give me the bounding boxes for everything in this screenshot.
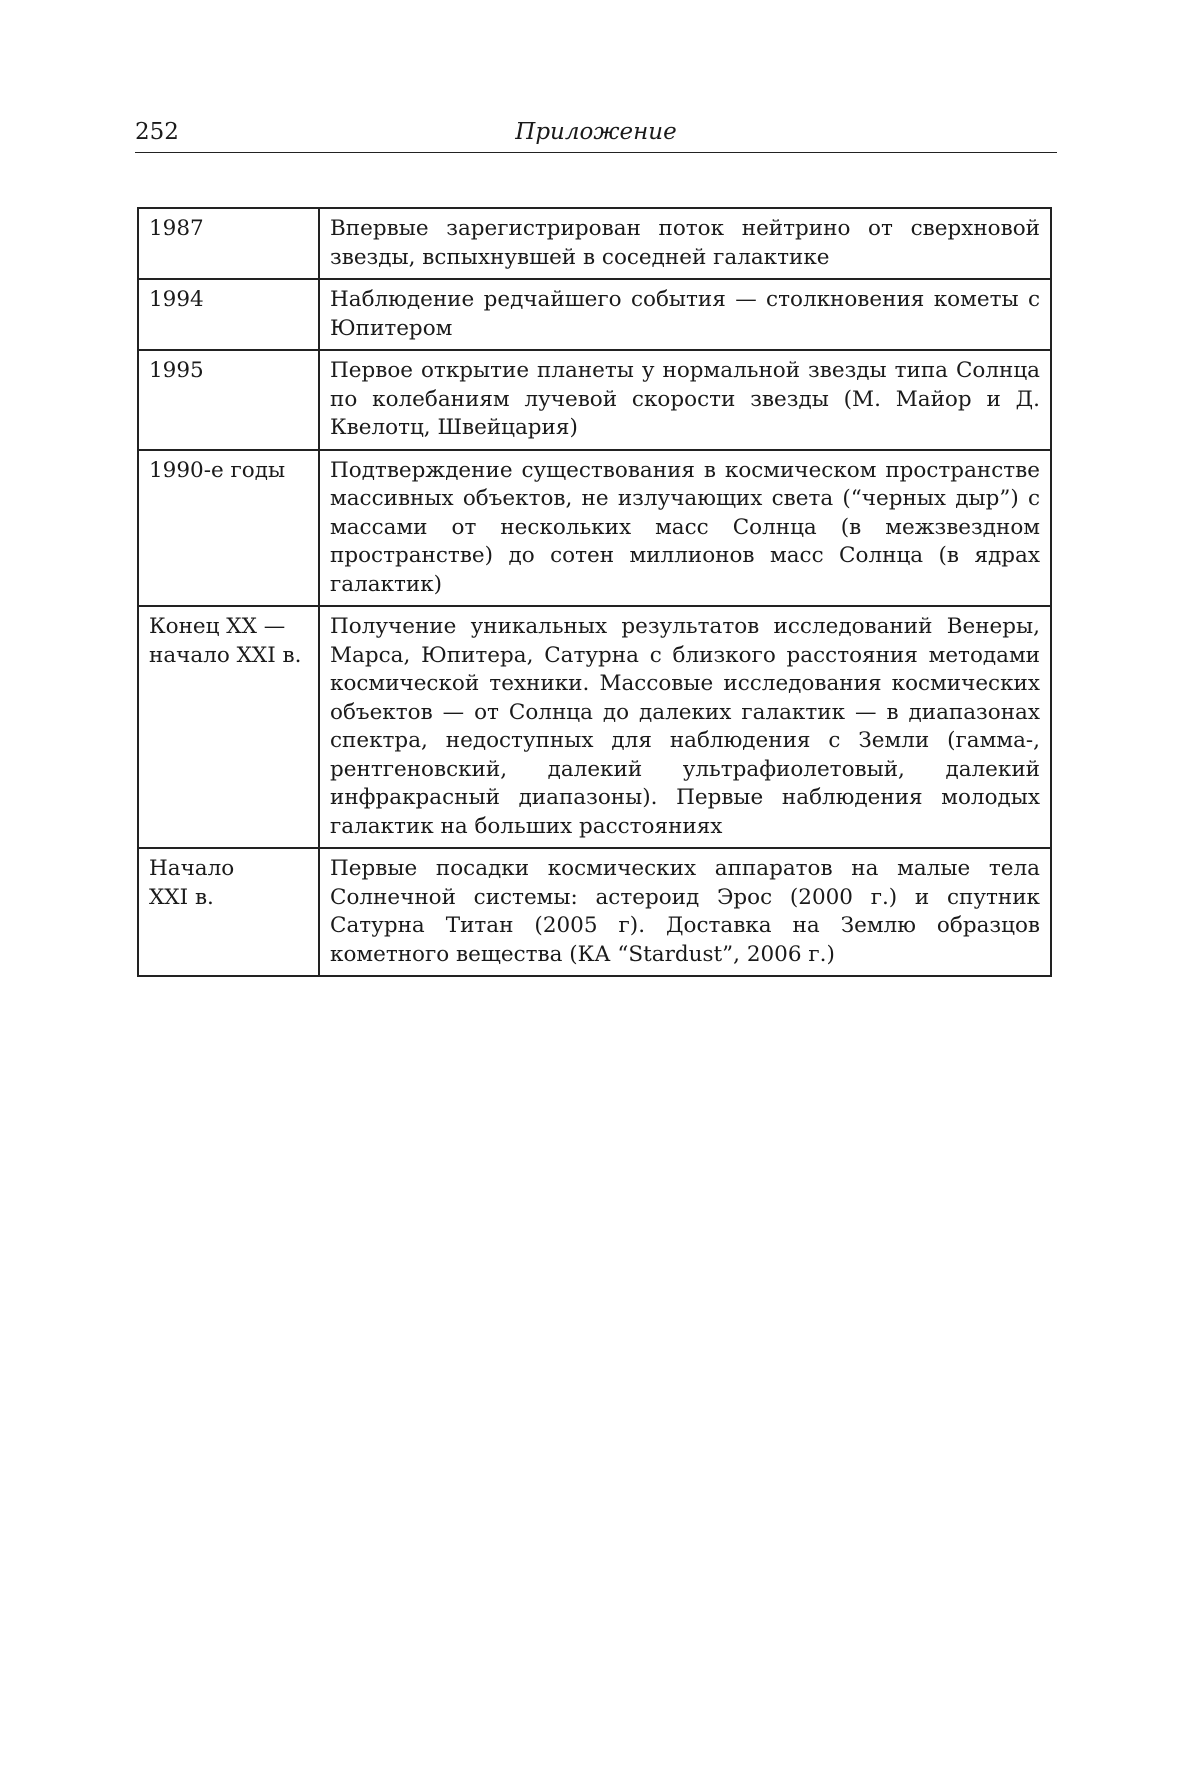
table-row [138, 350, 1051, 450]
event-cell: Впервые зарегистрирован поток нейтрино от сверхновой звезды, вспыхнувшей в соседней галактике [319, 208, 1051, 279]
running-title: Приложение [515, 119, 677, 145]
date-cell: 1987 [138, 208, 319, 279]
table-row [138, 606, 1051, 848]
page-header [135, 118, 1057, 153]
table-row [138, 450, 1051, 607]
event-cell: Получение уникальных результатов исследований Венеры, Марса, Юпитера, Сатурна с близкого расстояния методами космической техники. Массовые исследования космических объектов — от Солнца до далеких галактик — в диапазонах спектра, недоступных для наблюдения с Земли (гамма-, рентгеновский, далекий ультрафиолетовый, далекий инфракрасный диапазоны). Первые наблюдения молодых галактик на больших расстояниях [319, 606, 1051, 848]
table-row [138, 848, 1051, 976]
table-row [138, 279, 1051, 350]
date-cell: 1990-е годы [138, 450, 319, 607]
event-cell: Первые посадки космических аппаратов на малые тела Солнечной системы: астероид Эрос (2000 г.) и спутник Сатурна Титан (2005 г). Доставка на Землю образцов кометного вещества (КА “Stardust”, 2006 г.) [319, 848, 1051, 976]
date-cell: Конец XX — начало XXI в. [138, 606, 319, 848]
date-cell: 1995 [138, 350, 319, 450]
event-cell: Подтверждение существования в космическом пространстве массивных объектов, не излучающих света (“черных дыр”) с массами от нескольких масс Солнца (в межзвездном пространстве) до сотен миллионов масс Солнца (в ядрах галактик) [319, 450, 1051, 607]
event-cell: Наблюдение редчайшего события — столкновения кометы с Юпитером [319, 279, 1051, 350]
event-cell: Первое открытие планеты у нормальной звезды типа Солнца по колебаниям лучевой скорости звезды (М. Майор и Д. Квелотц, Швейцария) [319, 350, 1051, 450]
date-cell: Начало XXI в. [138, 848, 319, 976]
date-cell: 1994 [138, 279, 319, 350]
chronology-table [137, 207, 1052, 977]
page-number: 252 [135, 119, 179, 145]
table-row [138, 208, 1051, 279]
